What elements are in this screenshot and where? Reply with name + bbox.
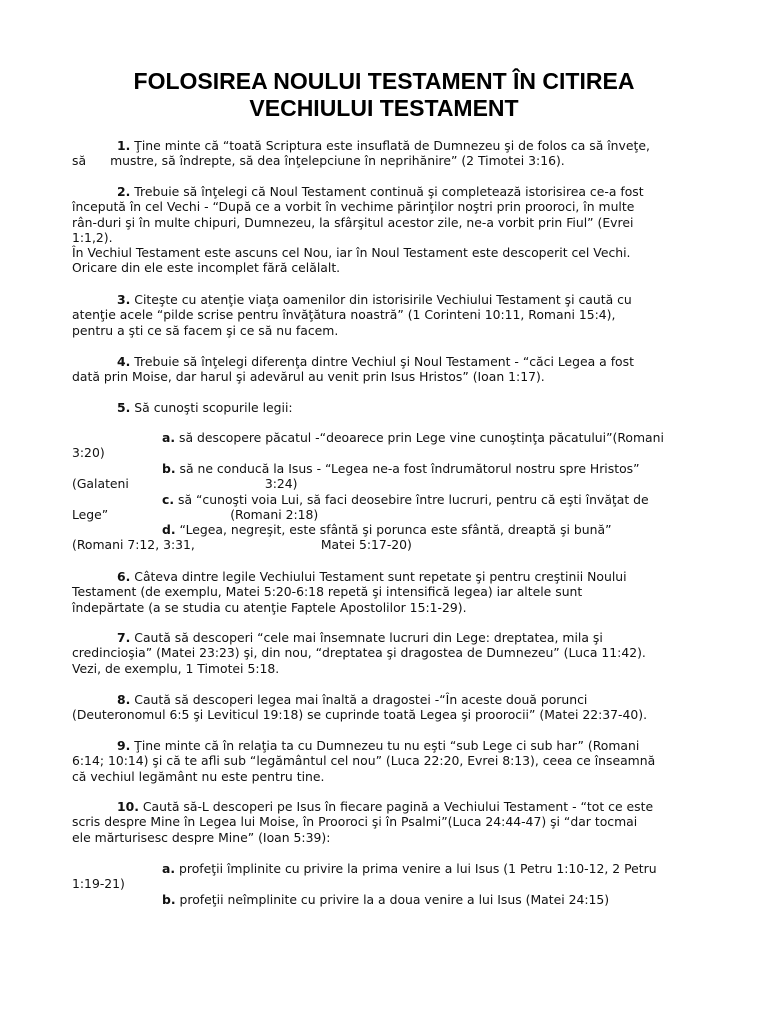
text-line: (Deuteronomul 6:5 şi Leviticul 19:18) se cuprinde toată Legea şi proorocii” (Matei 22:37-40). <box>72 707 648 723</box>
item-letter: b. <box>162 461 176 476</box>
text-line: dată prin Moise, dar harul şi adevărul au venit prin Isus Hristos” (Ioan 1:17). <box>72 369 545 385</box>
text-line: să descopere păcatul -“deoarece prin Lege vine cunoştinţa păcatului”(Romani <box>179 430 664 445</box>
text-line: Vezi, de exemplu, 1 Timotei 5:18. <box>72 660 280 676</box>
text-line: Câteva dintre legile Vechiului Testament sunt repetate şi pentru creştinii Noului <box>134 569 627 584</box>
paragraph-8 <box>72 692 712 723</box>
text-line: Lege” <box>72 507 109 523</box>
paragraph-10 <box>72 799 712 845</box>
text-line: 1:1,2). <box>72 229 113 245</box>
text-line: În Vechiul Testament este ascuns cel Nou, iar în Noul Testament este descoperit cel Vechi. <box>72 245 631 261</box>
list-item-5a <box>72 430 712 461</box>
text-line: atenţie acele “pilde scrise pentru învăţătura noastră” (1 Corinteni 10:11, Romani 15:4), <box>72 307 616 323</box>
paragraph-3 <box>72 292 712 338</box>
text-line: Ţine minte că “toată Scriptura este insuflată de Dumnezeu şi de folos ca să înveţe, <box>134 138 650 153</box>
text-line: scris despre Mine în Legea lui Moise, în Prooroci şi în Psalmi”(Luca 24:44-47) şi “dar tocmai <box>72 814 638 830</box>
text-line: credincioşia” (Matei 23:23) şi, din nou, “dreptatea şi dragostea de Dumnezeu” (Luca 11:42). <box>72 645 646 661</box>
text-line: mustre, să îndrepte, să dea înţelepciune în neprihănire” (2 Timotei 3:16). <box>110 153 565 169</box>
text-line: Testament (de exemplu, Matei 5:20-6:18 repetă şi intensifică legea) iar altele sunt <box>72 584 583 600</box>
text-line: Caută să descoperi “cele mai însemnate lucruri din Lege: dreptatea, mila şi <box>134 630 603 645</box>
title-line-1: FOLOSIREA NOULUI TESTAMENT ÎN CITIREA <box>133 68 635 94</box>
list-item-5c <box>72 492 712 523</box>
text-line: Matei 5:17-20) <box>320 537 412 553</box>
text-line: (Galateni <box>72 476 129 492</box>
item-letter: c. <box>162 492 175 507</box>
text-line: Ţine minte că în relaţia ta cu Dumnezeu tu nu eşti “sub Lege ci sub har” (Romani <box>134 738 640 753</box>
paragraph-9 <box>72 738 712 784</box>
text-line: Citeşte cu atenţie viaţa oamenilor din istorisirile Vechiului Testament şi caută cu <box>134 292 632 307</box>
text-line: profeţii împlinite cu privire la prima venire a lui Isus (1 Petru 1:10-12, 2 Petru <box>179 861 657 876</box>
list-item-5d <box>72 522 712 553</box>
item-number: 9. <box>117 738 131 753</box>
text-line: 1:19-21) <box>72 876 125 892</box>
text-line: ele mărturisesc despre Mine” (Ioan 5:39): <box>72 829 331 845</box>
text-line: că vechiul legământ nu este pentru tine. <box>72 768 325 784</box>
text-line: Oricare din ele este incomplet fără celălalt. <box>72 260 341 276</box>
item-letter: b. <box>162 892 176 907</box>
text-line: 6:14; 10:14) şi că te afli sub “legământul cel nou” (Luca 22:20, Evrei 8:13), ceea ce înseamnă <box>72 753 656 769</box>
title-line-2: VECHIULUI TESTAMENT <box>249 95 519 121</box>
item-letter: a. <box>162 861 176 876</box>
item-number: 6. <box>117 569 131 584</box>
text-line: rân-duri şi în multe chipuri, Dumnezeu, la sfârşitul acestor zile, ne-a vorbit prin Fiul” (Evrei <box>72 214 634 230</box>
text-line: 3:20) <box>72 445 105 461</box>
paragraph-4 <box>72 354 712 385</box>
text-line: să “cunoşti voia Lui, să faci deosebire între lucruri, pentru că eşti învăţat de <box>178 492 649 507</box>
text-line: profeţii neîmplinite cu privire la a doua venire a lui Isus (Matei 24:15) <box>179 892 610 907</box>
item-number: 5. <box>117 400 131 415</box>
text-line: să ne conducă la Isus - “Legea ne-a fost îndrumătorul nostru spre Hristos” <box>179 461 640 476</box>
item-number: 10. <box>117 799 139 814</box>
item-number: 2. <box>117 184 131 199</box>
text-line: (Romani 2:18) <box>230 507 319 523</box>
text-line: 3:24) <box>264 476 298 492</box>
list-item-10b <box>72 892 712 907</box>
list-item-5b <box>72 461 712 492</box>
text-line: (Romani 7:12, 3:31, <box>72 537 195 553</box>
text-line: “Legea, negreşit, este sfântă şi porunca este sfântă, dreaptă şi bună” <box>179 522 612 537</box>
text-line: Trebuie să înţelegi diferenţa dintre Vechiul şi Noul Testament - “căci Legea a fost <box>134 354 634 369</box>
text-line: Caută să descoperi legea mai înaltă a dragostei -“În aceste două porunci <box>134 692 588 707</box>
item-number: 1. <box>117 138 131 153</box>
text-line: începută în cel Vechi - “După ce a vorbit în vechime părinţilor noştri prin prooroci, în multe <box>72 199 635 215</box>
document-title <box>60 68 708 122</box>
text-line: Să cunoşti scopurile legii: <box>134 400 293 415</box>
item-number: 8. <box>117 692 131 707</box>
item-letter: a. <box>162 430 176 445</box>
paragraph-2 <box>72 184 712 276</box>
list-item-10a <box>72 861 712 892</box>
text-line: pentru a şti ce să facem şi ce să nu facem. <box>72 322 339 338</box>
paragraph-6 <box>72 569 712 615</box>
item-letter: d. <box>162 522 176 537</box>
text-line: să <box>72 153 87 169</box>
text-line: Trebuie să înţelegi că Noul Testament continuă şi completează istorisirea ce-a fost <box>134 184 644 199</box>
item-number: 4. <box>117 354 131 369</box>
item-number: 3. <box>117 292 131 307</box>
paragraph-1 <box>72 138 712 169</box>
paragraph-7 <box>72 630 712 676</box>
paragraph-5 <box>72 400 712 415</box>
text-line: Caută să-L descoperi pe Isus în fiecare pagină a Vechiului Testament - “tot ce este <box>142 799 654 814</box>
item-number: 7. <box>117 630 131 645</box>
text-line: îndepărtate (a se studia cu atenţie Faptele Apostolilor 15:1-29). <box>72 599 467 615</box>
